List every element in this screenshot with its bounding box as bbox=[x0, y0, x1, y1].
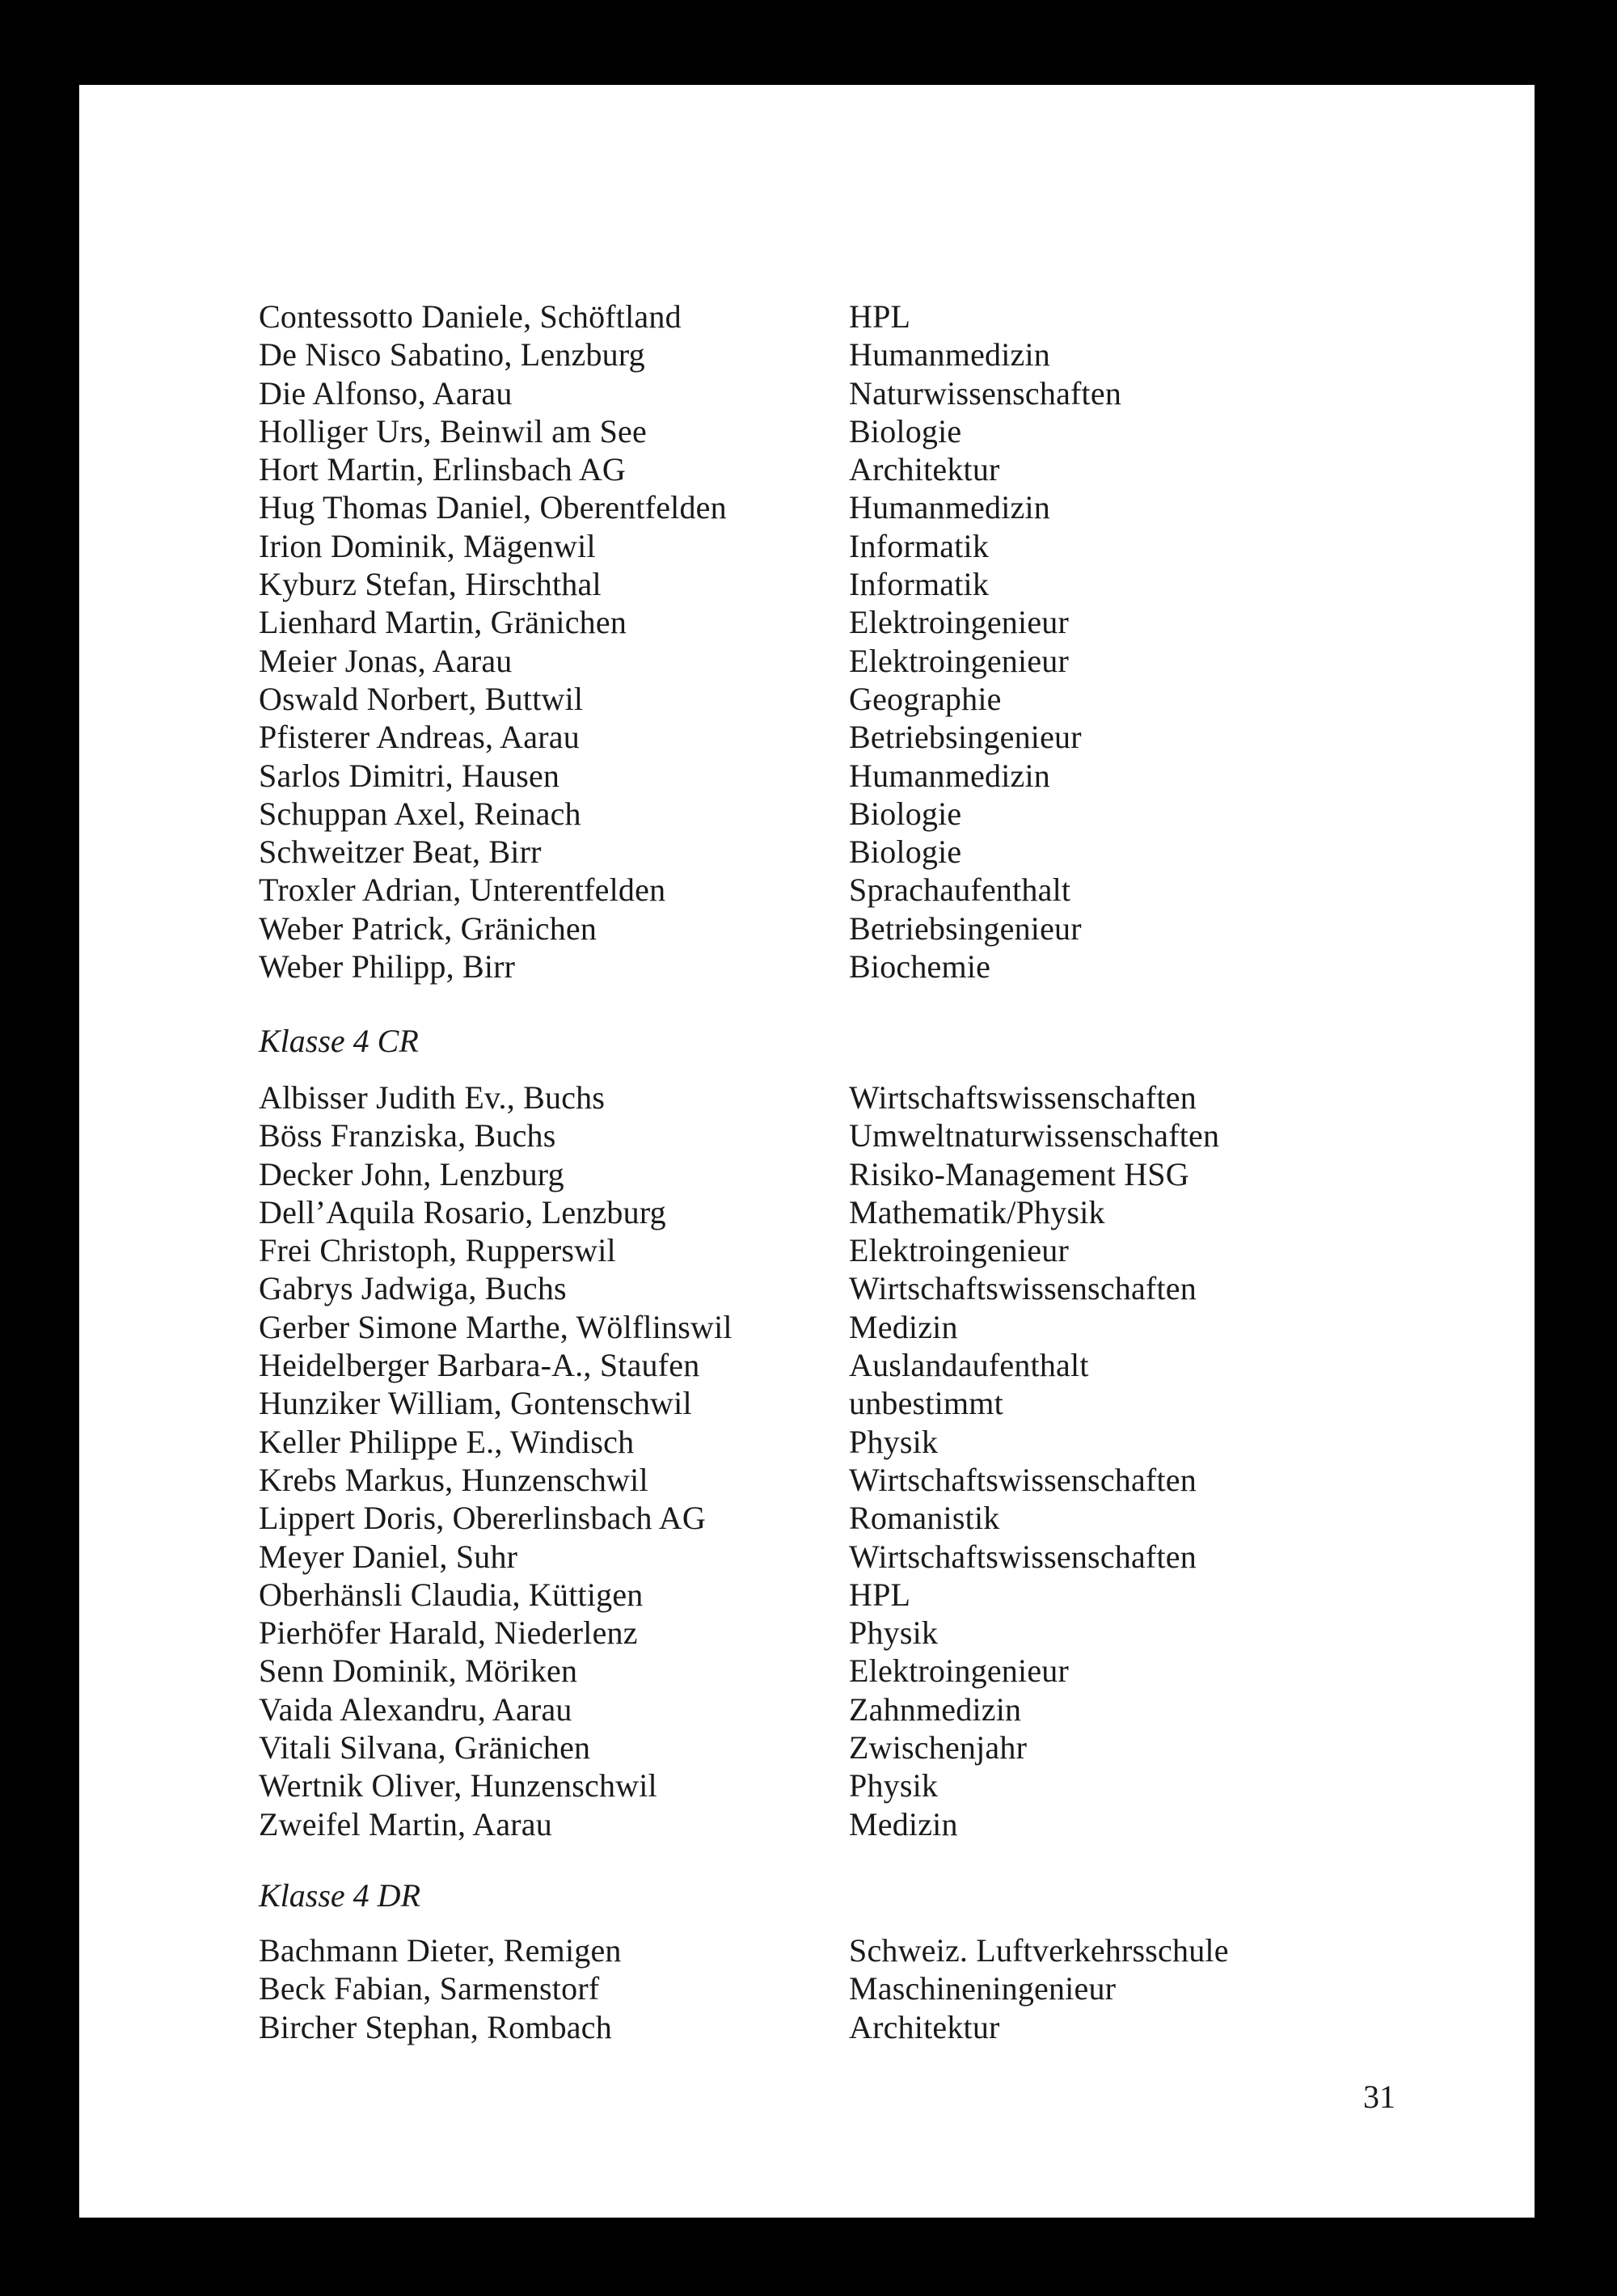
student-name: Weber Philipp, Birr bbox=[259, 948, 516, 986]
study-field: Auslandaufenthalt bbox=[849, 1347, 1089, 1384]
study-field: Physik bbox=[849, 1614, 939, 1652]
study-field: Physik bbox=[849, 1423, 939, 1460]
student-name: Frei Christoph, Rupperswil bbox=[259, 1232, 616, 1269]
study-field: Betriebsingenieur bbox=[849, 910, 1082, 947]
study-field: unbestimmt bbox=[849, 1385, 1003, 1422]
study-field: Naturwissenschaften bbox=[849, 374, 1122, 412]
study-field: Zahnmedizin bbox=[849, 1690, 1022, 1728]
class-heading-4dr: Klasse 4 DR bbox=[259, 1877, 420, 1914]
student-name: Vitali Silvana, Gränichen bbox=[259, 1729, 591, 1766]
study-field: Biologie bbox=[849, 795, 962, 832]
student-name: Holliger Urs, Beinwil am See bbox=[259, 412, 647, 449]
study-field: Umweltnaturwissenschaften bbox=[849, 1117, 1220, 1154]
student-name: Oberhänsli Claudia, Küttigen bbox=[259, 1576, 644, 1613]
student-name: Heidelberger Barbara-A., Staufen bbox=[259, 1347, 700, 1384]
study-field: Zwischenjahr bbox=[849, 1729, 1028, 1766]
page-number: 31 bbox=[1363, 2079, 1395, 2115]
study-field: HPL bbox=[849, 298, 911, 335]
study-field: Betriebsingenieur bbox=[849, 719, 1082, 756]
student-name: Wertnik Oliver, Hunzenschwil bbox=[259, 1767, 657, 1804]
section-3-names bbox=[259, 1931, 817, 2046]
student-name: Keller Philippe E., Windisch bbox=[259, 1423, 635, 1460]
student-name: Bachmann Dieter, Remigen bbox=[259, 1932, 622, 1969]
section-1-names bbox=[259, 298, 817, 986]
study-field: Architektur bbox=[849, 451, 1000, 488]
student-name: Kyburz Stefan, Hirschthal bbox=[259, 566, 602, 603]
student-name: Meyer Daniel, Suhr bbox=[259, 1538, 518, 1575]
student-name: Albisser Judith Ev., Buchs bbox=[259, 1079, 606, 1116]
study-field: Sprachaufenthalt bbox=[849, 872, 1071, 909]
student-name: Zweifel Martin, Aarau bbox=[259, 1805, 552, 1842]
section-2-names bbox=[259, 1078, 817, 1843]
student-name: Hort Martin, Erlinsbach AG bbox=[259, 451, 627, 488]
study-field: Risiko-Management HSG bbox=[849, 1155, 1189, 1192]
study-field: Maschineningenieur bbox=[849, 1970, 1117, 2007]
student-name: Hunziker William, Gontenschwil bbox=[259, 1385, 692, 1422]
student-name: Hug Thomas Daniel, Oberentfelden bbox=[259, 489, 727, 526]
section-3-studies bbox=[849, 1931, 1366, 2046]
study-field: Humanmedizin bbox=[849, 489, 1051, 526]
student-name: Die Alfonso, Aarau bbox=[259, 374, 513, 412]
student-name: Dell’Aquila Rosario, Lenzburg bbox=[259, 1193, 666, 1230]
study-field: Medizin bbox=[849, 1308, 958, 1345]
study-field: Informatik bbox=[849, 566, 990, 603]
section-2-studies bbox=[849, 1078, 1366, 1843]
class-heading-4cr: Klasse 4 CR bbox=[259, 1023, 419, 1059]
student-name: Beck Fabian, Sarmenstorf bbox=[259, 1970, 600, 2007]
study-field: Wirtschaftswissenschaften bbox=[849, 1270, 1197, 1307]
student-name: Contessotto Daniele, Schöftland bbox=[259, 298, 682, 335]
study-field: Wirtschaftswissenschaften bbox=[849, 1461, 1197, 1498]
student-name: Vaida Alexandru, Aarau bbox=[259, 1690, 572, 1728]
study-field: Biochemie bbox=[849, 948, 991, 986]
study-field: HPL bbox=[849, 1576, 911, 1613]
document-page bbox=[79, 85, 1535, 2218]
student-name: De Nisco Sabatino, Lenzburg bbox=[259, 336, 645, 374]
study-field: Biologie bbox=[849, 412, 962, 449]
student-name: Pierhöfer Harald, Niederlenz bbox=[259, 1614, 638, 1652]
study-field: Elektroingenieur bbox=[849, 1652, 1069, 1690]
study-field: Physik bbox=[849, 1767, 939, 1804]
student-name: Troxler Adrian, Unterentfelden bbox=[259, 872, 666, 909]
study-field: Architektur bbox=[849, 2008, 1000, 2045]
student-name: Meier Jonas, Aarau bbox=[259, 642, 513, 679]
study-field: Wirtschaftswissenschaften bbox=[849, 1079, 1197, 1116]
student-name: Schuppan Axel, Reinach bbox=[259, 795, 581, 832]
study-field: Romanistik bbox=[849, 1500, 1000, 1537]
student-name: Gerber Simone Marthe, Wölflinswil bbox=[259, 1308, 733, 1345]
study-field: Mathematik/Physik bbox=[849, 1193, 1105, 1230]
student-name: Gabrys Jadwiga, Buchs bbox=[259, 1270, 567, 1307]
study-field: Geographie bbox=[849, 680, 1002, 717]
student-name: Oswald Norbert, Buttwil bbox=[259, 680, 584, 717]
student-name: Lienhard Martin, Gränichen bbox=[259, 604, 627, 641]
student-name: Schweitzer Beat, Birr bbox=[259, 834, 542, 871]
study-field: Elektroingenieur bbox=[849, 642, 1069, 679]
study-field: Humanmedizin bbox=[849, 757, 1051, 794]
student-name: Irion Dominik, Mägenwil bbox=[259, 527, 596, 564]
student-name: Decker John, Lenzburg bbox=[259, 1155, 564, 1192]
student-name: Böss Franziska, Buchs bbox=[259, 1117, 556, 1154]
student-name: Weber Patrick, Gränichen bbox=[259, 910, 597, 947]
study-field: Elektroingenieur bbox=[849, 604, 1069, 641]
study-field: Medizin bbox=[849, 1805, 958, 1842]
student-name: Krebs Markus, Hunzenschwil bbox=[259, 1461, 648, 1498]
student-name: Pfisterer Andreas, Aarau bbox=[259, 719, 580, 756]
study-field: Humanmedizin bbox=[849, 336, 1051, 374]
study-field: Elektroingenieur bbox=[849, 1232, 1069, 1269]
section-1-studies bbox=[849, 298, 1366, 986]
student-name: Bircher Stephan, Rombach bbox=[259, 2008, 612, 2045]
study-field: Informatik bbox=[849, 527, 990, 564]
student-name: Lippert Doris, Obererlinsbach AG bbox=[259, 1500, 706, 1537]
student-name: Sarlos Dimitri, Hausen bbox=[259, 757, 560, 794]
study-field: Wirtschaftswissenschaften bbox=[849, 1538, 1197, 1575]
study-field: Schweiz. Luftverkehrsschule bbox=[849, 1932, 1229, 1969]
student-name: Senn Dominik, Möriken bbox=[259, 1652, 578, 1690]
study-field: Biologie bbox=[849, 834, 962, 871]
